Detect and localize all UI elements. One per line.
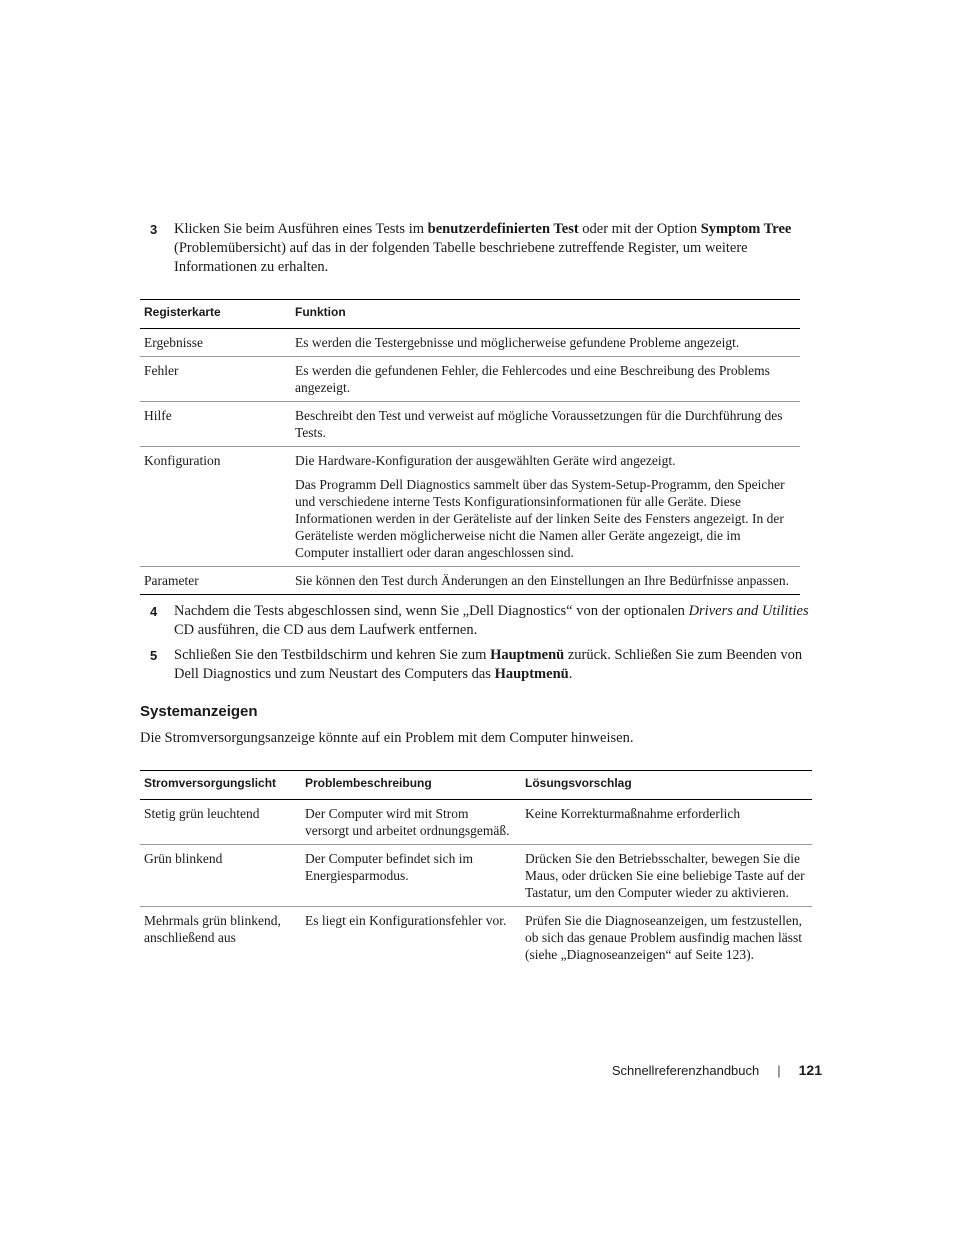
table-row: [140, 447, 800, 567]
table-row: [140, 357, 800, 402]
tab-name: Ergebnisse: [140, 329, 291, 357]
problem-description: Der Computer befindet sich im Energiesparmodus.: [301, 845, 521, 907]
problem-description: Der Computer wird mit Strom versorgt und arbeitet ordnungsgemäß.: [301, 800, 521, 845]
step-text: Nachdem die Tests abgeschlossen sind, wenn Sie „Dell Diagnostics“ von der optionalen Drivers and Utilities CD ausführen, die CD aus dem Laufwerk entfernen.: [174, 603, 809, 638]
main-menu-term: Hauptmenü: [494, 666, 569, 682]
page-footer: [560, 1061, 822, 1080]
power-light-table: [140, 770, 812, 968]
light-state: Mehrmals grün blinkend, anschließend aus: [144, 913, 281, 945]
light-state: Grün blinkend: [140, 845, 301, 907]
light-state: Stetig grün leuchtend: [140, 800, 301, 845]
step-text: Schließen Sie den Testbildschirm und kehren Sie zum Hauptmenü zurück. Schließen Sie zum Beenden von Dell Diagnostics und zum Neustart des Computers das Hauptmenü.: [174, 647, 803, 682]
tab-name: Konfiguration: [140, 447, 291, 567]
main-menu-term: Hauptmenü: [490, 647, 565, 663]
symptom-tree-term: Symptom Tree: [700, 221, 792, 237]
solution: Prüfen Sie die Diagnoseanzeigen, um festzustellen, ob sich das genaue Problem ausfindig machen lässt (siehe „Diagnoseanzeigen“ auf Seite 123).: [525, 913, 803, 962]
step-number: 4: [150, 604, 158, 619]
tab-function: Es werden die gefundenen Fehler, die Fehlercodes und eine Beschreibung des Problems angezeigt.: [291, 357, 800, 402]
step-3: [150, 220, 810, 277]
column-header: Problembeschreibung: [301, 771, 521, 800]
tab-name: Fehler: [140, 357, 291, 402]
column-header: Registerkarte: [140, 300, 291, 329]
step-number: 5: [150, 648, 158, 663]
section-intro: Die Stromversorgungsanzeige könnte auf ein Problem mit dem Computer hinweisen.: [140, 730, 634, 746]
table-row: [140, 329, 800, 357]
table-header-row: [140, 771, 812, 800]
tab-function: Sie können den Test durch Änderungen an den Einstellungen an Ihre Bedürfnisse anpassen.: [291, 567, 800, 595]
problem-description: Es liegt ein Konfigurationsfehler vor.: [305, 913, 507, 928]
step-5: [150, 646, 810, 684]
column-header: Lösungsvorschlag: [521, 771, 812, 800]
footer-separator: |: [777, 1063, 781, 1078]
table-header-row: [140, 300, 800, 329]
step-number: 3: [150, 222, 158, 237]
table-row: [140, 907, 812, 969]
tab-function: Die Hardware-Konfiguration der ausgewählten Geräte wird angezeigt. Das Programm Dell Diagnostics sammelt über das System-Setup-Programm, den Speicher und verschiedene interne Tests Konfigurationsinformationen für alle Geräte. Diese Informationen werden in der Geräteliste auf der linken Seite des Fensters angezeigt. In der Geräteliste werden möglicherweise nicht die Namen aller Geräte angezeigt, die im Computer installiert oder daran angeschlossen sind.: [291, 447, 800, 567]
tab-function: Es werden die Testergebnisse und möglicherweise gefundene Probleme angezeigt.: [291, 329, 800, 357]
column-header: Stromversorgungslicht: [140, 771, 301, 800]
table-row: [140, 845, 812, 907]
section-heading: Systemanzeigen: [140, 703, 258, 720]
page-number: 121: [798, 1062, 822, 1078]
tab-name: Parameter: [140, 567, 291, 595]
custom-test-term: benutzerdefinierten Test: [427, 221, 579, 237]
solution: Keine Korrekturmaßnahme erforderlich: [521, 800, 812, 845]
table-row: [140, 800, 812, 845]
footer-title: Schnellreferenzhandbuch: [611, 1063, 760, 1078]
tab-name: Hilfe: [140, 402, 291, 447]
tabs-table: [140, 299, 800, 595]
table-row: [140, 567, 800, 595]
solution: Drücken Sie den Betriebsschalter, bewegen Sie die Maus, oder drücken Sie eine beliebige Taste auf der Tastatur, um den Computer wieder zu aktivieren.: [521, 845, 812, 907]
step-text: Klicken Sie beim Ausführen eines Tests im benutzerdefinierten Test oder mit der Option Symptom Tree (Problemübersicht) auf das in der folgenden Tabelle beschriebene zutreffende Register, um weitere Informationen zu erhalten.: [174, 221, 792, 275]
column-header: Funktion: [291, 300, 800, 329]
drivers-utilities-term: Drivers and Utilities: [688, 603, 809, 619]
table-row: [140, 402, 800, 447]
step-4: [150, 602, 810, 640]
tab-function: Beschreibt den Test und verweist auf mögliche Voraussetzungen für die Durchführung des Tests.: [291, 402, 800, 447]
